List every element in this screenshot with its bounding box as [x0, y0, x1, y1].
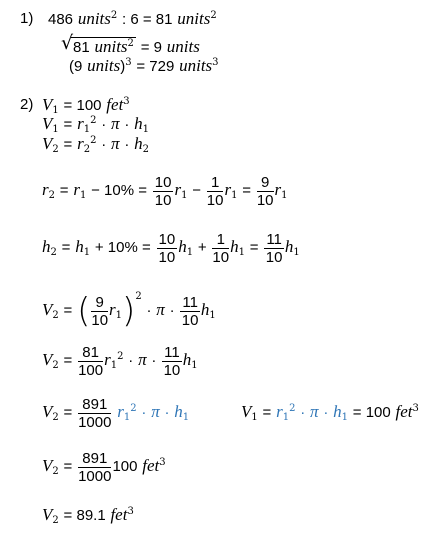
subscript: 1 [209, 310, 216, 321]
subscript: 1 [181, 190, 188, 201]
dot: · [146, 302, 152, 319]
expression: + 10% = [94, 239, 151, 256]
square-root [61, 32, 136, 57]
var: h [75, 237, 84, 256]
expression: = 9 [140, 39, 162, 56]
numerator: 891 [78, 450, 111, 468]
exponent: 3 [159, 457, 166, 468]
equals: = [63, 116, 73, 133]
subscript: 2 [52, 515, 59, 526]
var: h [174, 402, 183, 421]
exponent: 3 [125, 57, 132, 68]
unit: units [87, 56, 121, 75]
var: h [284, 237, 294, 256]
var: r [73, 180, 80, 199]
var: V [241, 402, 252, 421]
subscript: 2 [48, 190, 55, 201]
denominator: 1000 [78, 413, 112, 431]
expression: = 100 [352, 404, 391, 421]
problem-1-line-3 [69, 57, 219, 76]
left-paren: ( [77, 291, 91, 331]
expression: = 89.1 [63, 507, 106, 524]
var: V [42, 300, 53, 319]
unit: units [177, 9, 211, 28]
var: r [224, 180, 232, 199]
exponent: 2 [130, 403, 137, 414]
subscript: 1 [281, 190, 288, 201]
numerator: 10 [158, 230, 176, 248]
subscript: 1 [52, 105, 59, 116]
subscript: 1 [123, 412, 131, 423]
dot: · [128, 352, 134, 369]
value: 486 [48, 11, 74, 28]
exponent: 2 [90, 135, 97, 146]
dot: · [124, 136, 130, 153]
subscript: 1 [52, 124, 59, 135]
exponent: 2 [135, 291, 142, 302]
right-paren: ) [122, 291, 136, 331]
subscript: 1 [186, 247, 194, 258]
var: h [333, 402, 342, 421]
subscript: 1 [191, 360, 198, 371]
subscript: 1 [231, 190, 238, 201]
var: V [42, 456, 53, 475]
p2-line-1 [42, 96, 130, 115]
numerator: 11 [182, 293, 198, 311]
pi: π [111, 134, 120, 153]
subscript: 1 [142, 124, 149, 135]
unit: units [77, 9, 111, 28]
numerator: 11 [164, 343, 180, 361]
dot: · [141, 404, 147, 421]
subscript: 1 [79, 190, 87, 201]
subscript: 1 [293, 247, 300, 258]
var: V [42, 350, 53, 369]
numerator: 9 [91, 294, 108, 312]
subscript: 1 [251, 412, 258, 423]
problem-1-label: 1) [20, 10, 34, 27]
subscript: 1 [282, 412, 290, 423]
expression: = 100 [63, 97, 102, 114]
equals: = [59, 182, 69, 199]
p2-line-6 [42, 288, 216, 333]
numerator: 1 [212, 231, 229, 249]
value: (9 [69, 58, 83, 75]
fraction [78, 450, 111, 485]
pi: π [138, 350, 147, 369]
fraction [91, 294, 108, 329]
operator: + [197, 239, 207, 256]
fraction [78, 396, 111, 431]
subscript: 1 [83, 124, 91, 135]
var: V [42, 402, 53, 421]
denominator: 10 [154, 191, 172, 209]
p2-line-10 [42, 506, 134, 525]
var: r [117, 402, 124, 421]
var: h [134, 134, 143, 153]
exponent: 2 [117, 351, 124, 362]
numerator: 1 [207, 174, 224, 192]
p2-line-5 [42, 227, 300, 268]
radical-icon: √ [61, 32, 74, 54]
unit: fet [142, 456, 160, 475]
exponent: 2 [90, 115, 97, 126]
exponent: 3 [123, 96, 130, 107]
denominator: 10 [206, 191, 224, 209]
pi: π [151, 402, 160, 421]
fraction [212, 231, 229, 266]
var: r [276, 402, 283, 421]
var: V [42, 95, 53, 114]
subscript: 1 [182, 412, 190, 423]
exponent: 3 [127, 506, 134, 517]
value: 100 [112, 458, 138, 475]
numerator: 11 [266, 230, 282, 248]
dot: · [323, 404, 329, 421]
unit: fet [106, 95, 124, 114]
exponent: 3 [412, 403, 419, 414]
fraction [264, 231, 284, 266]
numerator: 10 [154, 173, 172, 191]
subscript: 2 [52, 360, 59, 371]
unit: units [94, 37, 128, 56]
p2-line-3 [42, 135, 149, 154]
denominator: 10 [158, 248, 176, 266]
expression: = 729 [136, 58, 175, 75]
denominator: 10 [91, 311, 109, 329]
pi: π [310, 402, 319, 421]
var: V [42, 505, 53, 524]
problem-1-line-1 [48, 10, 217, 29]
dot: · [101, 116, 107, 133]
fraction [157, 231, 178, 266]
subscript: 1 [115, 310, 123, 321]
equals: = [63, 136, 73, 153]
var: h [134, 114, 143, 133]
paren: ) [120, 58, 126, 75]
subscript: 2 [52, 466, 59, 477]
p2-line-9 [42, 446, 166, 487]
expression: : 6 = 81 [122, 11, 173, 28]
unit: fet [395, 402, 413, 421]
subscript: 1 [110, 360, 118, 371]
pi: π [111, 114, 120, 133]
subscript: 2 [142, 144, 149, 155]
numerator: 891 [78, 396, 111, 414]
subscript: 1 [238, 247, 245, 258]
dot: · [101, 136, 107, 153]
highlighted-term [276, 403, 348, 421]
dot: · [151, 352, 157, 369]
var: r [42, 180, 49, 199]
fraction [78, 344, 103, 379]
denominator: 10 [163, 361, 181, 379]
fraction [162, 344, 182, 379]
p2-line-8-rhs [241, 403, 419, 422]
var: r [77, 134, 84, 153]
unit: units [179, 56, 213, 75]
var: r [274, 180, 282, 199]
expression: − 10% = [91, 182, 147, 199]
denominator: 10 [212, 248, 230, 266]
subscript: 2 [83, 144, 91, 155]
fraction [180, 294, 200, 329]
p2-line-8 [42, 392, 189, 433]
subscript: 2 [50, 247, 57, 258]
dot: · [164, 404, 170, 421]
denominator: 10 [181, 311, 199, 329]
p2-line-2 [42, 115, 149, 134]
var: r [104, 350, 111, 369]
subscript: 1 [341, 412, 348, 423]
dot: · [124, 116, 130, 133]
equals: = [262, 404, 272, 421]
equals: = [249, 239, 259, 256]
equals: = [63, 302, 73, 319]
pi: π [156, 300, 165, 319]
var: h [230, 237, 239, 256]
equals: = [63, 404, 73, 421]
denominator: 1000 [78, 467, 112, 485]
unit: units [166, 37, 200, 56]
equals: = [63, 458, 73, 475]
value: 81 [73, 39, 90, 56]
var: r [109, 300, 116, 319]
fraction [153, 174, 174, 209]
equals: = [61, 239, 71, 256]
subscript: 2 [52, 144, 59, 155]
exponent: 3 [212, 57, 219, 68]
var: h [182, 350, 192, 369]
denominator: 10 [256, 191, 274, 209]
var: h [178, 237, 187, 256]
denominator: 100 [78, 361, 104, 379]
var: V [42, 114, 53, 133]
exponent: 2 [210, 10, 217, 21]
dot: · [300, 404, 306, 421]
var: r [77, 114, 84, 133]
var: r [174, 180, 182, 199]
problem-2-label: 2) [20, 96, 34, 113]
p2-line-4 [42, 170, 288, 211]
subscript: 1 [83, 247, 91, 258]
equals: = [242, 182, 252, 199]
var: V [42, 134, 53, 153]
fraction [207, 174, 224, 209]
var: h [200, 300, 210, 319]
dot: · [169, 302, 175, 319]
var: h [42, 237, 51, 256]
numerator: 9 [257, 174, 274, 192]
denominator: 10 [265, 248, 283, 266]
unit: fet [110, 505, 128, 524]
subscript: 2 [52, 310, 59, 321]
exponent: 2 [127, 38, 134, 49]
highlighted-term [117, 403, 189, 421]
fraction [257, 174, 274, 209]
exponent: 2 [110, 10, 118, 21]
operator: − [192, 182, 202, 199]
subscript: 2 [52, 412, 59, 423]
problem-1-line-2 [61, 32, 200, 57]
p2-line-7 [42, 340, 198, 381]
exponent: 2 [289, 403, 296, 414]
numerator: 81 [78, 344, 103, 362]
equals: = [63, 352, 73, 369]
